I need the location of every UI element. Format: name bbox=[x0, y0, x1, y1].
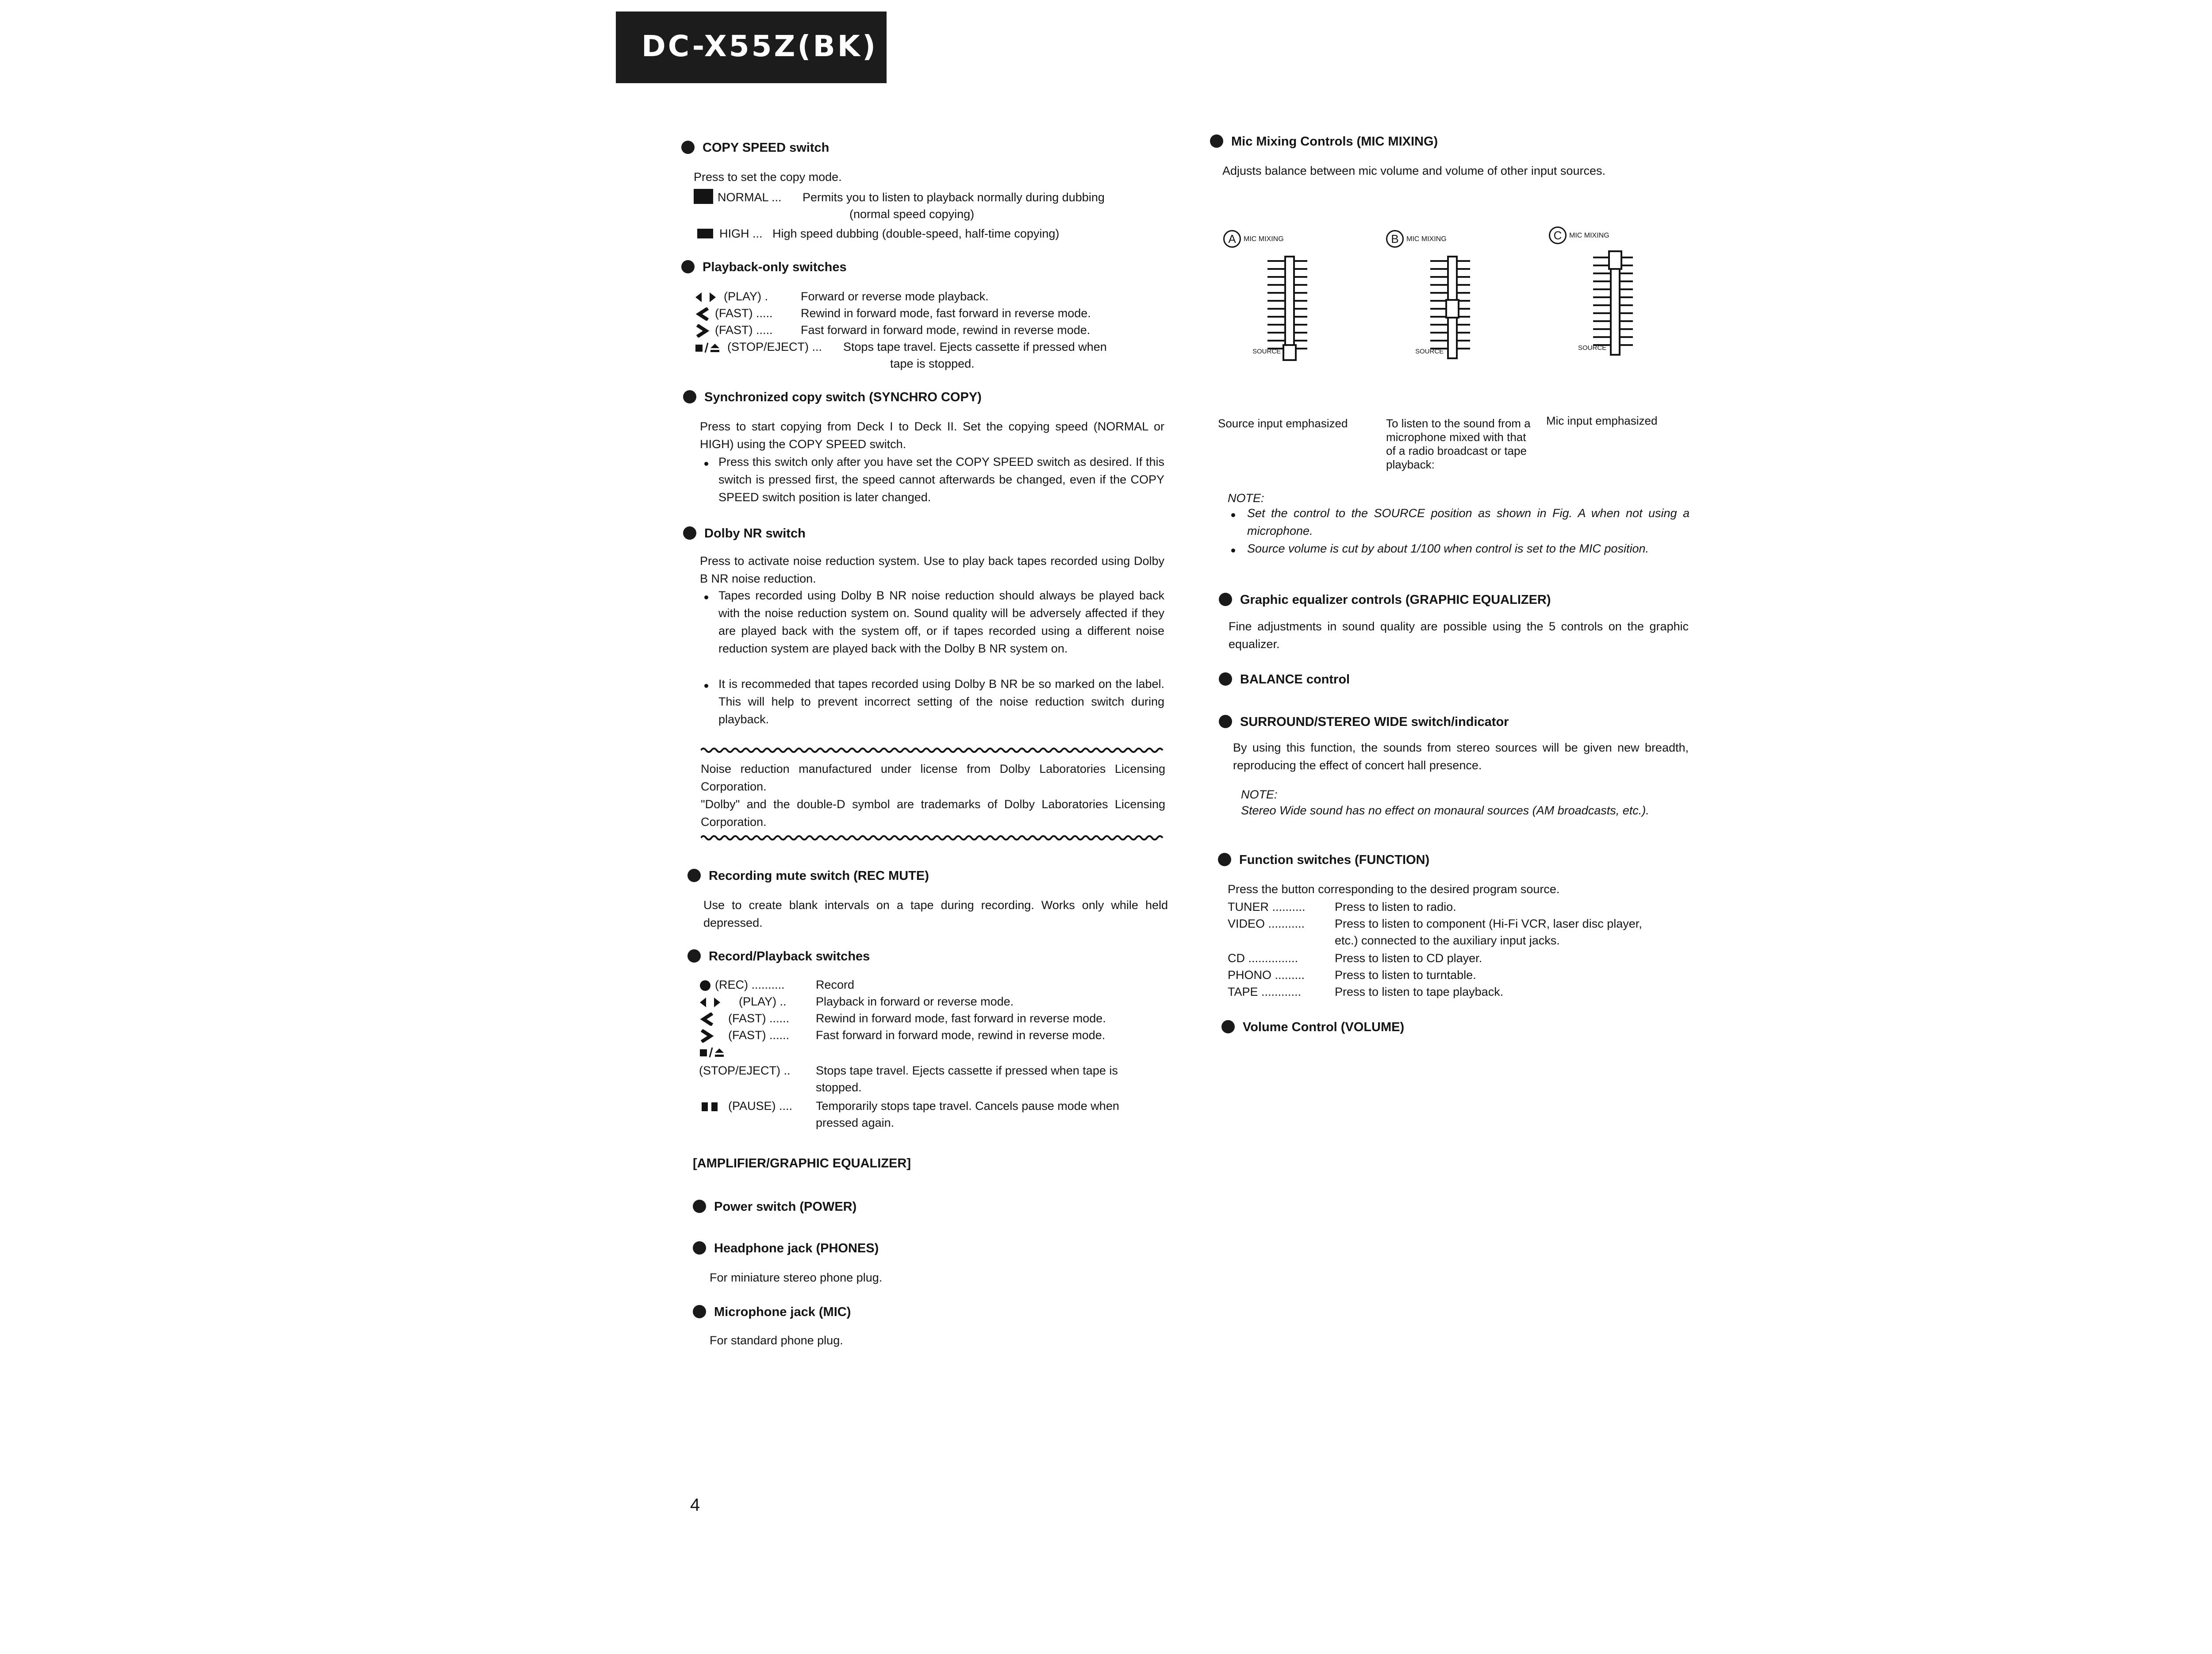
fader-b-heading bbox=[1386, 230, 1447, 248]
function-value: Press to listen to turntable. bbox=[1335, 968, 1476, 982]
geq-heading bbox=[1219, 593, 1551, 607]
page-number: 4 bbox=[690, 1495, 700, 1515]
item-number-icon bbox=[693, 1200, 706, 1213]
model-name: DC-X55Z(BK) bbox=[641, 29, 878, 63]
fast-forward-icon bbox=[695, 324, 710, 338]
normal-desc-1: Permits you to listen to playback normally during dubbing bbox=[803, 191, 1105, 204]
mic-jack-title: Microphone jack (MIC) bbox=[714, 1305, 851, 1319]
rec-label: (REC) .......... bbox=[715, 978, 785, 991]
rp-ff-desc: Fast forward in forward mode, rewind in reverse mode. bbox=[816, 1028, 1106, 1042]
high-desc: High speed dubbing (double-speed, half-time copying) bbox=[772, 227, 1060, 240]
switch-up-icon bbox=[694, 189, 713, 204]
dolby-bullet-1: Tapes recorded using Dolby B NR noise reduction should always be played back with the noise reduction system on. Sound quality will be adversely affected if they are played back with the system off, or if tapes recorded using a different noise reduction system are played back with the Dolby B NR system on. bbox=[718, 589, 1164, 655]
synchro-text: Press to start copying from Deck I to Deck II. Set the copying speed (NORMAL or HIGH) using the COPY SPEED switch. bbox=[700, 420, 1164, 451]
rp-stop-label: (STOP/EJECT) .. bbox=[699, 1064, 791, 1077]
rp-stop-desc-1: Stops tape travel. Ejects cassette if pressed when tape is bbox=[816, 1064, 1118, 1077]
rp-play-desc: Playback in forward or reverse mode. bbox=[816, 995, 1014, 1008]
fader-a-caption: Source input emphasized bbox=[1218, 417, 1348, 430]
function-heading bbox=[1218, 853, 1429, 867]
playback-ff-row bbox=[695, 321, 773, 339]
item-number-icon bbox=[1210, 134, 1223, 148]
item-number-icon bbox=[687, 949, 701, 963]
fader-c-source-label: SOURCE bbox=[1578, 344, 1607, 352]
mic-mixing-heading bbox=[1210, 134, 1438, 149]
ff-desc: Fast forward in forward mode, rewind in reverse mode. bbox=[801, 323, 1091, 337]
synchro-title: Synchronized copy switch (SYNCHRO COPY) bbox=[704, 390, 982, 404]
geq-title: Graphic equalizer controls (GRAPHIC EQUALIZER) bbox=[1240, 593, 1551, 607]
model-header bbox=[616, 12, 887, 83]
bullet-icon bbox=[1231, 513, 1235, 517]
playback-stop-row bbox=[695, 338, 822, 356]
rew-label: (FAST) ..... bbox=[715, 307, 773, 320]
rec-play-ff-row bbox=[699, 1026, 789, 1044]
stop-desc-2: tape is stopped. bbox=[890, 357, 975, 370]
mic-jack-heading bbox=[693, 1305, 851, 1320]
rec-play-pause-row bbox=[701, 1097, 792, 1115]
rp-ff-label: (FAST) ...... bbox=[728, 1028, 790, 1042]
item-number-icon bbox=[681, 260, 695, 273]
wavy-divider bbox=[701, 834, 1165, 841]
rp-rew-desc: Rewind in forward mode, fast forward in reverse mode. bbox=[816, 1012, 1106, 1025]
stop-eject-icon bbox=[695, 341, 721, 354]
dolby-license-2: "Dolby" and the double-D symbol are trademarks of Dolby Laboratories Licensing Corporation. bbox=[701, 798, 1165, 829]
balance-title: BALANCE control bbox=[1240, 672, 1350, 687]
dolby-heading bbox=[683, 526, 806, 541]
item-number-icon bbox=[681, 141, 695, 154]
function-value: Press to listen to CD player. bbox=[1335, 952, 1482, 965]
rewind-icon bbox=[699, 1013, 715, 1026]
copy-speed-intro: Press to set the copy mode. bbox=[694, 170, 842, 184]
function-value: Press to listen to component (Hi-Fi VCR, laser disc player, bbox=[1335, 917, 1642, 930]
rec-mute-heading bbox=[687, 869, 929, 883]
function-key: CD ............... bbox=[1228, 952, 1298, 965]
wavy-divider bbox=[701, 747, 1165, 754]
stop-desc-1: Stops tape travel. Ejects cassette if pressed when bbox=[843, 340, 1107, 353]
bullet-icon bbox=[704, 462, 708, 466]
mic-mixing-text: Adjusts balance between mic volume and volume of other input sources. bbox=[1222, 164, 1605, 177]
mic-jack-text: For standard phone plug. bbox=[710, 1334, 843, 1347]
mic-note-2: Source volume is cut by about 1/100 when control is set to the MIC position. bbox=[1247, 542, 1649, 555]
function-key: TUNER .......... bbox=[1228, 900, 1306, 913]
copy-speed-normal-row bbox=[694, 188, 782, 206]
volume-heading bbox=[1221, 1020, 1404, 1035]
fader-a-heading bbox=[1223, 230, 1284, 248]
rp-pause-label: (PAUSE) .... bbox=[728, 1099, 793, 1113]
rew-desc: Rewind in forward mode, fast forward in reverse mode. bbox=[801, 307, 1091, 320]
play-desc: Forward or reverse mode playback. bbox=[801, 290, 989, 303]
fader-c-label: MIC MIXING bbox=[1569, 232, 1609, 240]
rec-play-play-row bbox=[699, 993, 787, 1010]
fader-b-caption: To listen to the sound from a microphone mixed with that of a radio broadcast or tape playback: bbox=[1386, 417, 1531, 471]
volume-title: Volume Control (VOLUME) bbox=[1243, 1020, 1405, 1034]
surround-text: By using this function, the sounds from stereo sources will be given new breadth, reproducing the effect of concert hall presence. bbox=[1233, 741, 1689, 772]
rp-pause-desc-1: Temporarily stops tape travel. Cancels pause mode when bbox=[816, 1099, 1119, 1113]
letter-circle: B bbox=[1386, 230, 1404, 248]
fader-c-caption: Mic input emphasized bbox=[1546, 414, 1658, 427]
fast-forward-icon bbox=[699, 1029, 715, 1043]
bullet-icon bbox=[704, 595, 708, 599]
fader-a-label: MIC MIXING bbox=[1244, 235, 1284, 243]
copy-speed-heading bbox=[681, 141, 829, 155]
function-value: Press to listen to radio. bbox=[1335, 900, 1456, 913]
normal-desc-2: (normal speed copying) bbox=[849, 207, 975, 221]
normal-label: NORMAL ... bbox=[718, 191, 782, 204]
record-icon bbox=[699, 979, 711, 992]
function-intro: Press the button corresponding to the desired program source. bbox=[1228, 883, 1560, 896]
playback-only-title: Playback-only switches bbox=[703, 260, 847, 274]
letter-circle: C bbox=[1549, 226, 1567, 244]
fader-b-source-label: SOURCE bbox=[1415, 348, 1444, 355]
phones-heading bbox=[693, 1241, 879, 1256]
phones-title: Headphone jack (PHONES) bbox=[714, 1241, 879, 1255]
rp-stop-desc-2: stopped. bbox=[816, 1081, 862, 1094]
rec-play-rew-row bbox=[699, 1009, 789, 1027]
phones-text: For miniature stereo phone plug. bbox=[710, 1271, 883, 1284]
fader-c-heading bbox=[1549, 226, 1609, 244]
item-number-icon bbox=[683, 390, 696, 403]
rec-row bbox=[699, 976, 785, 994]
function-title: Function switches (FUNCTION) bbox=[1239, 853, 1430, 867]
function-value: etc.) connected to the auxiliary input jacks. bbox=[1335, 934, 1560, 947]
dolby-title: Dolby NR switch bbox=[704, 526, 806, 541]
surround-title: SURROUND/STEREO WIDE switch/indicator bbox=[1240, 715, 1509, 729]
high-label: HIGH ... bbox=[719, 227, 763, 240]
function-key: TAPE ............ bbox=[1228, 985, 1302, 998]
rewind-icon bbox=[695, 307, 710, 321]
function-key: PHONO ......... bbox=[1228, 968, 1305, 982]
switch-down-icon bbox=[697, 229, 713, 238]
rp-pause-desc-2: pressed again. bbox=[816, 1116, 895, 1129]
fader-a-source-label: SOURCE bbox=[1252, 348, 1281, 355]
copy-speed-title: COPY SPEED switch bbox=[703, 141, 830, 155]
rec-mute-title: Recording mute switch (REC MUTE) bbox=[709, 869, 929, 883]
rec-desc: Record bbox=[816, 978, 855, 991]
pause-icon bbox=[701, 1101, 720, 1113]
item-number-icon bbox=[1221, 1020, 1235, 1033]
synchro-heading bbox=[683, 390, 982, 405]
item-number-icon bbox=[1219, 593, 1232, 606]
copy-speed-high-row bbox=[697, 225, 763, 242]
item-number-icon bbox=[1219, 715, 1232, 728]
balance-heading bbox=[1219, 672, 1350, 687]
playback-rew-row bbox=[695, 304, 773, 322]
function-value: Press to listen to tape playback. bbox=[1335, 985, 1504, 998]
function-key: VIDEO ........... bbox=[1228, 917, 1305, 930]
dolby-bullet-2: It is recommeded that tapes recorded using Dolby B NR be so marked on the label. This will help to prevent incorrect setting of the noise reduction switch during playback. bbox=[718, 677, 1164, 726]
playback-only-heading bbox=[681, 260, 847, 275]
power-heading bbox=[693, 1200, 856, 1214]
mic-note-label: NOTE: bbox=[1228, 491, 1264, 505]
rec-play-title: Record/Playback switches bbox=[709, 949, 870, 963]
rp-play-label: (PLAY) .. bbox=[739, 995, 787, 1008]
surround-heading bbox=[1219, 715, 1509, 729]
surround-note-label: NOTE: bbox=[1241, 788, 1278, 801]
mic-mixing-title: Mic Mixing Controls (MIC MIXING) bbox=[1231, 134, 1438, 149]
letter-circle: A bbox=[1223, 230, 1241, 248]
rec-play-heading bbox=[687, 949, 870, 964]
surround-note: Stereo Wide sound has no effect on monaural sources (AM broadcasts, etc.). bbox=[1241, 804, 1649, 817]
fader-figure-c bbox=[1549, 226, 1690, 368]
item-number-icon bbox=[693, 1241, 706, 1255]
playback-play-row bbox=[695, 288, 768, 305]
rp-rew-label: (FAST) ...... bbox=[728, 1012, 790, 1025]
item-number-icon bbox=[683, 526, 696, 540]
item-number-icon bbox=[1219, 672, 1232, 686]
fader-figure-a bbox=[1223, 230, 1365, 372]
stop-label: (STOP/EJECT) ... bbox=[727, 340, 822, 353]
power-title: Power switch (POWER) bbox=[714, 1200, 857, 1214]
fader-b-label: MIC MIXING bbox=[1406, 235, 1447, 243]
mic-note-1: Set the control to the SOURCE position as shown in Fig. A when not using a microphone. bbox=[1247, 507, 1690, 537]
bullet-icon bbox=[704, 684, 708, 688]
rec-mute-text: Use to create blank intervals on a tape during recording. Works only while held depressed. bbox=[703, 898, 1168, 929]
item-number-icon bbox=[1218, 853, 1231, 866]
geq-text: Fine adjustments in sound quality are possible using the 5 controls on the graphic equalizer. bbox=[1229, 620, 1689, 651]
item-number-icon bbox=[693, 1305, 706, 1318]
dolby-text: Press to activate noise reduction system. Use to play back tapes recorded using Dolby B NR noise reduction. bbox=[700, 554, 1164, 585]
synchro-bullet: Press this switch only after you have set the COPY SPEED switch as desired. If this switch is pressed first, the speed cannot afterwards be changed, even if the COPY SPEED switch position is later changed. bbox=[718, 455, 1164, 504]
amplifier-section-title: [AMPLIFIER/GRAPHIC EQUALIZER] bbox=[693, 1156, 911, 1170]
fader-figure-b bbox=[1386, 230, 1528, 372]
stop-eject-icon bbox=[699, 1046, 726, 1059]
play-bidirectional-icon bbox=[695, 291, 717, 304]
play-bidirectional-icon bbox=[699, 996, 721, 1009]
dolby-license-1: Noise reduction manufactured under license from Dolby Laboratories Licensing Corporation. bbox=[701, 762, 1165, 793]
item-number-icon bbox=[687, 869, 701, 882]
play-label: (PLAY) . bbox=[724, 290, 768, 303]
ff-label: (FAST) ..... bbox=[715, 323, 773, 337]
bullet-icon bbox=[1231, 549, 1235, 553]
